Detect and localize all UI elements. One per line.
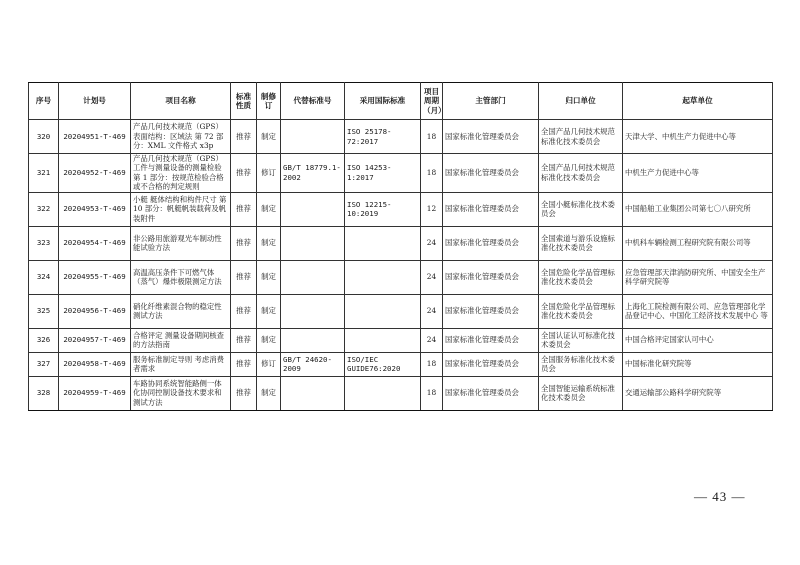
cell-tc: 全国危险化学品管理标准化技术委员会 — [539, 294, 623, 328]
cell-dept: 国家标准化管理委员会 — [443, 260, 539, 294]
table-row — [29, 120, 773, 154]
cell-drafter: 中国船舶工业集团公司第七〇八研究所 — [623, 192, 773, 226]
cell-name: 小艇 艇体结构和构件尺寸 第 10 部分：帆艇帆装载荷及帆装附件 — [131, 192, 231, 226]
cell-nature: 推荐 — [231, 352, 257, 376]
table-row — [29, 294, 773, 328]
table-row — [29, 192, 773, 226]
table-row — [29, 260, 773, 294]
cell-dept: 国家标准化管理委员会 — [443, 294, 539, 328]
cell-dept: 国家标准化管理委员会 — [443, 352, 539, 376]
cell-tc: 全国索道与游乐设施标准化技术委员会 — [539, 226, 623, 260]
cell-nature: 推荐 — [231, 192, 257, 226]
cell-seq: 322 — [29, 192, 59, 226]
cell-name: 产品几何技术规范（GPS）工件与测量设备的测量检验 第 1 部分：按规范检验合格或不合格的判定规则 — [131, 154, 231, 193]
cell-seq: 324 — [29, 260, 59, 294]
cell-name: 服务标准制定导则 考虑消费者需求 — [131, 352, 231, 376]
header-type: 制修订 — [257, 83, 281, 120]
cell-replaced — [281, 120, 345, 154]
cell-intl: ISO 25178-72:2017 — [345, 120, 421, 154]
cell-type: 制定 — [257, 294, 281, 328]
cell-drafter: 中机科车辆检测工程研究院有限公司等 — [623, 226, 773, 260]
cell-intl — [345, 294, 421, 328]
cell-seq: 326 — [29, 328, 59, 352]
cell-tc: 全国危险化学品管理标准化技术委员会 — [539, 260, 623, 294]
cell-period: 24 — [421, 294, 443, 328]
table-row — [29, 226, 773, 260]
cell-nature: 推荐 — [231, 154, 257, 193]
cell-period: 18 — [421, 352, 443, 376]
cell-replaced — [281, 226, 345, 260]
cell-dept: 国家标准化管理委员会 — [443, 120, 539, 154]
header-drafter: 起草单位 — [623, 83, 773, 120]
header-name: 项目名称 — [131, 83, 231, 120]
header-tc: 归口单位 — [539, 83, 623, 120]
cell-name: 高温高压条件下可燃气体（蒸气）爆炸极限测定方法 — [131, 260, 231, 294]
header-period: 项目周期（月） — [421, 83, 443, 120]
header-plan-no: 计划号 — [59, 83, 131, 120]
cell-type: 制定 — [257, 260, 281, 294]
cell-seq: 320 — [29, 120, 59, 154]
cell-replaced: GB/T 18779.1-2002 — [281, 154, 345, 193]
cell-drafter: 中机生产力促进中心等 — [623, 154, 773, 193]
cell-tc: 全国产品几何技术规范标准化技术委员会 — [539, 154, 623, 193]
cell-nature: 推荐 — [231, 328, 257, 352]
cell-replaced — [281, 192, 345, 226]
cell-tc: 全国小艇标准化技术委员会 — [539, 192, 623, 226]
cell-nature: 推荐 — [231, 120, 257, 154]
cell-name: 非公路用旅游观光车制动性能试验方法 — [131, 226, 231, 260]
cell-plan-no: 20204959-T-469 — [59, 376, 131, 410]
header-intl: 采用国际标准 — [345, 83, 421, 120]
cell-plan-no: 20204956-T-469 — [59, 294, 131, 328]
cell-replaced — [281, 260, 345, 294]
cell-dept: 国家标准化管理委员会 — [443, 376, 539, 410]
cell-seq: 327 — [29, 352, 59, 376]
cell-period: 18 — [421, 154, 443, 193]
cell-period: 24 — [421, 260, 443, 294]
cell-seq: 323 — [29, 226, 59, 260]
cell-drafter: 应急管理部天津消防研究所、中国安全生产科学研究院等 — [623, 260, 773, 294]
header-replaced: 代替标准号 — [281, 83, 345, 120]
cell-tc: 全国认证认可标准化技术委员会 — [539, 328, 623, 352]
cell-type: 制定 — [257, 328, 281, 352]
cell-drafter: 天津大学、中机生产力促进中心等 — [623, 120, 773, 154]
cell-intl — [345, 260, 421, 294]
cell-drafter: 交通运输部公路科学研究院等 — [623, 376, 773, 410]
cell-plan-no: 20204951-T-469 — [59, 120, 131, 154]
cell-period: 18 — [421, 376, 443, 410]
cell-drafter: 中国标准化研究院等 — [623, 352, 773, 376]
cell-dept: 国家标准化管理委员会 — [443, 226, 539, 260]
cell-drafter: 上海化工院检测有限公司、应急管理部化学品登记中心、中国化工经济技术发展中心 等 — [623, 294, 773, 328]
cell-replaced — [281, 294, 345, 328]
cell-plan-no: 20204952-T-469 — [59, 154, 131, 193]
cell-intl — [345, 226, 421, 260]
cell-dept: 国家标准化管理委员会 — [443, 192, 539, 226]
cell-type: 修订 — [257, 352, 281, 376]
cell-intl — [345, 328, 421, 352]
header-dept: 主管部门 — [443, 83, 539, 120]
cell-drafter: 中国合格评定国家认可中心 — [623, 328, 773, 352]
table-row — [29, 328, 773, 352]
cell-plan-no: 20204958-T-469 — [59, 352, 131, 376]
cell-nature: 推荐 — [231, 294, 257, 328]
cell-type: 制定 — [257, 376, 281, 410]
header-nature: 标准性质 — [231, 83, 257, 120]
cell-nature: 推荐 — [231, 226, 257, 260]
cell-name: 产品几何技术规范（GPS）表面结构：区域法 第 72 部分：XML 文件格式 x3p — [131, 120, 231, 154]
cell-intl — [345, 376, 421, 410]
cell-replaced — [281, 376, 345, 410]
cell-period: 12 — [421, 192, 443, 226]
cell-plan-no: 20204953-T-469 — [59, 192, 131, 226]
cell-name: 硝化纤维素混合物的稳定性测试方法 — [131, 294, 231, 328]
cell-nature: 推荐 — [231, 260, 257, 294]
table-row — [29, 154, 773, 193]
cell-dept: 国家标准化管理委员会 — [443, 154, 539, 193]
cell-seq: 325 — [29, 294, 59, 328]
cell-name: 车路协同系统智能路侧一体化协同控制设备技术要求和测试方法 — [131, 376, 231, 410]
cell-replaced: GB/T 24620-2009 — [281, 352, 345, 376]
cell-seq: 328 — [29, 376, 59, 410]
cell-intl: ISO 12215-10:2019 — [345, 192, 421, 226]
page-number: — 43 — — [694, 489, 746, 504]
cell-tc: 全国服务标准化技术委员会 — [539, 352, 623, 376]
cell-tc: 全国智能运输系统标准化技术委员会 — [539, 376, 623, 410]
cell-type: 制定 — [257, 226, 281, 260]
cell-replaced — [281, 328, 345, 352]
cell-plan-no: 20204957-T-469 — [59, 328, 131, 352]
cell-plan-no: 20204955-T-469 — [59, 260, 131, 294]
table-row — [29, 376, 773, 410]
cell-name: 合格评定 测量设备期间核查的方法指南 — [131, 328, 231, 352]
cell-plan-no: 20204954-T-469 — [59, 226, 131, 260]
cell-period: 18 — [421, 120, 443, 154]
cell-period: 24 — [421, 328, 443, 352]
cell-nature: 推荐 — [231, 376, 257, 410]
standards-plan-table — [28, 82, 773, 411]
cell-intl: ISO 14253-1:2017 — [345, 154, 421, 193]
cell-tc: 全国产品几何技术规范标准化技术委员会 — [539, 120, 623, 154]
cell-type: 制定 — [257, 120, 281, 154]
cell-period: 24 — [421, 226, 443, 260]
cell-type: 制定 — [257, 192, 281, 226]
cell-type: 修订 — [257, 154, 281, 193]
cell-dept: 国家标准化管理委员会 — [443, 328, 539, 352]
cell-intl: ISO/IEC GUIDE76:2020 — [345, 352, 421, 376]
table-row — [29, 352, 773, 376]
header-seq: 序号 — [29, 83, 59, 120]
header-row — [29, 83, 773, 120]
cell-seq: 321 — [29, 154, 59, 193]
